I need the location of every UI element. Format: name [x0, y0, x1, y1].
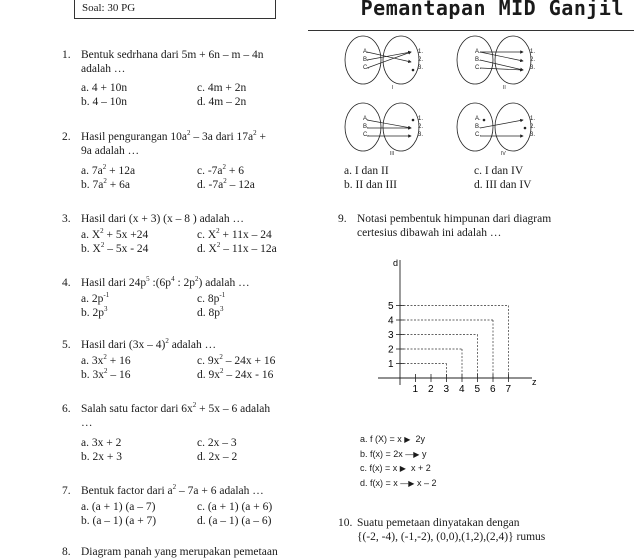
q1-option-c[interactable]: c. 4m + 2n	[197, 82, 247, 94]
q2-number: 2.	[62, 131, 71, 143]
x-tick-label: 4	[459, 384, 465, 395]
q7-number: 7.	[62, 485, 71, 497]
q1-line2: adalah …	[81, 63, 126, 75]
diag2-label-1: 1.	[530, 49, 536, 55]
q1-option-d[interactable]: d. 4m – 2n	[197, 96, 247, 108]
diag4-label-b: B.	[475, 124, 481, 130]
diag4-label-3: 3.	[530, 132, 536, 138]
y-tick-label: 5	[388, 301, 394, 312]
q9-option-c[interactable]: c. f(x) = x ▶ x + 2	[360, 463, 431, 473]
diagram-1	[345, 36, 419, 84]
q3-text: Hasil dari (x + 3) (x – 8 ) adalah …	[81, 213, 244, 225]
diagram-2	[457, 36, 531, 84]
x-tick-label: 1	[412, 384, 419, 395]
x-axis-label: z	[532, 377, 537, 387]
diag3-label-c: C.	[363, 132, 369, 138]
x-tick-label: 7	[505, 384, 512, 395]
q6-option-b[interactable]: b. 2x + 3	[81, 451, 122, 463]
diag3-label-1: 1.	[418, 116, 424, 122]
q4-option-a[interactable]: a. $2p^{-1}$	[81, 291, 110, 305]
diag2-label-b: B.	[475, 57, 481, 63]
diag3-label-a: A.	[363, 116, 369, 122]
q6-number: 6.	[62, 403, 71, 415]
q5-option-d[interactable]: d. $9x^2 - 24x - 16$	[197, 367, 274, 381]
q4-number: 4.	[62, 277, 71, 289]
q7-text: Bentuk factor dari $a^2 - 7a + 6$ adalah …	[81, 483, 264, 497]
q8-option-c[interactable]: c. I dan IV	[474, 165, 524, 177]
diagram-3	[345, 103, 419, 151]
q5-text: Hasil dari (3x – 4)$^2$ adalah …	[81, 337, 217, 351]
q6-option-d[interactable]: d. 2x – 2	[197, 451, 238, 463]
q9-option-d[interactable]: d. f(x) = x —▶ x – 2	[360, 478, 437, 488]
page-title: Pemantapan MID Ganjil	[360, 0, 624, 20]
q6-text: Salah satu factor dari $6x^2 + 5x - 6$ adalah …	[81, 401, 271, 429]
x-tick-label: 6	[490, 384, 496, 395]
q5-option-a[interactable]: a. $3x^2 + 16$	[81, 353, 131, 367]
soal-label: Soal: 30 PG	[82, 2, 136, 14]
y-tick-label: 1	[388, 359, 394, 370]
diag3-roman: III	[390, 151, 395, 157]
y-tick-label: 2	[388, 344, 394, 356]
q9-option-b[interactable]: b. f(x) = 2x —▶ y	[360, 449, 427, 459]
q8-option-a[interactable]: a. I dan II	[344, 165, 389, 177]
diag4-label-c: C.	[475, 132, 481, 138]
q10-text: Suatu pemetaan dinyatakan dengan {(-2, -4), (-1,-2), (0,0),(1,2),(2,4)} rumus	[357, 517, 546, 543]
diag1-label-a: A.	[363, 49, 369, 55]
header-divider	[308, 30, 634, 31]
q8-number: 8.	[62, 546, 71, 558]
q7-option-d[interactable]: d. (a – 1) (a – 6)	[197, 515, 272, 527]
diag3-label-3: 3.	[418, 132, 424, 138]
q6-option-c[interactable]: c. 2x – 3	[197, 437, 237, 449]
q1-option-a[interactable]: a. 4 + 10n	[81, 82, 128, 94]
diag2-roman: II	[503, 85, 506, 91]
q6-option-a[interactable]: a. 3x + 2	[81, 437, 122, 449]
diag1-roman: I	[392, 85, 394, 91]
y-tick-label: 4	[388, 315, 394, 327]
q2-text: Hasil pengurangan $10a^2 - 3a$ dari $17a^2$ + 9a adalah …	[81, 129, 266, 157]
q5-option-b[interactable]: b. $3x^2 - 16$	[81, 367, 131, 381]
q3-option-a[interactable]: a. $X^2 + 5x +24$	[81, 227, 149, 241]
q4-option-b[interactable]: b. $2p^3$	[81, 305, 108, 319]
q3-option-c[interactable]: c. $X^2 + 11x - 24$	[197, 227, 272, 241]
q9-text: Notasi pembentuk himpunan dari diagram certesius dibawah ini adalah …	[357, 213, 552, 239]
q4-text: Hasil dari $24p^5$ $:(6p^4$ : $2p^2$) adalah …	[81, 275, 250, 289]
q1-option-b[interactable]: b. 4 – 10n	[81, 96, 127, 108]
diag1-label-3: 3.	[418, 65, 424, 71]
diag4-roman: IV	[501, 151, 506, 157]
diag4-label-2: 2.	[530, 124, 536, 130]
q2-option-d[interactable]: d. $-7a^2 - 12a$	[197, 177, 255, 191]
q1-line1: Bentuk sedrhana dari 5m + 6n – m – 4n	[81, 49, 264, 61]
q8-option-d[interactable]: d. III dan IV	[474, 179, 532, 191]
q4-option-c[interactable]: c. $8p^{-1}$	[197, 291, 226, 305]
q1-number: 1.	[62, 49, 71, 61]
q2-option-b[interactable]: b. $7a^2 + 6a$	[81, 177, 130, 191]
diag1-label-2: 2.	[418, 57, 424, 63]
diag2-label-2: 2.	[530, 57, 536, 63]
diag1-label-1: 1.	[418, 49, 424, 55]
x-tick-label: 3	[443, 384, 450, 395]
diag3-label-b: B.	[363, 124, 369, 130]
cartesian-chart	[360, 250, 560, 410]
q7-option-a[interactable]: a. (a + 1) (a – 7)	[81, 501, 156, 513]
q4-option-d[interactable]: d. $8p^3$	[197, 305, 224, 319]
diag2-label-a: A.	[475, 49, 481, 55]
diag2-label-c: C.	[475, 65, 481, 71]
q9-number: 9.	[338, 213, 347, 225]
q2-option-a[interactable]: a. $7a^2 + 12a$	[81, 163, 136, 177]
x-tick-label: 5	[474, 384, 481, 395]
q3-option-b[interactable]: b. $X^2 - 5x - 24$	[81, 241, 149, 255]
y-tick-label: 3	[388, 330, 394, 341]
diag1-label-c: C.	[363, 65, 369, 71]
diag3-label-2: 2.	[418, 124, 424, 130]
diag1-label-b: B.	[363, 57, 369, 63]
q1-text	[81, 48, 302, 76]
q10-number: 10.	[338, 517, 353, 529]
q3-number: 3.	[62, 213, 71, 225]
q5-option-c[interactable]: c. $9x^2 - 24x + 16$	[197, 353, 276, 367]
diag4-label-1: 1.	[530, 116, 536, 122]
q7-option-c[interactable]: c. (a + 1) (a + 6)	[197, 501, 273, 513]
q3-option-d[interactable]: d. $X^2 - 11x - 12a$	[197, 241, 277, 255]
q2-option-c[interactable]: c. $-7a^2 + 6$	[197, 163, 245, 177]
q8-option-b[interactable]: b. II dan III	[344, 179, 398, 191]
diag2-label-3: 3.	[530, 65, 536, 71]
x-tick-label: 2	[428, 384, 434, 395]
diag4-label-a: A.	[475, 116, 481, 122]
y-axis-label: d	[393, 258, 399, 268]
q8-text: Diagram panah yang merupakan pemetaan	[81, 546, 278, 558]
diagram-4	[457, 103, 531, 151]
q7-option-b[interactable]: b. (a – 1) (a + 7)	[81, 515, 157, 527]
q9-option-a[interactable]: a. f (X) = x ▶ 2y	[360, 434, 425, 444]
q5-number: 5.	[62, 339, 71, 351]
